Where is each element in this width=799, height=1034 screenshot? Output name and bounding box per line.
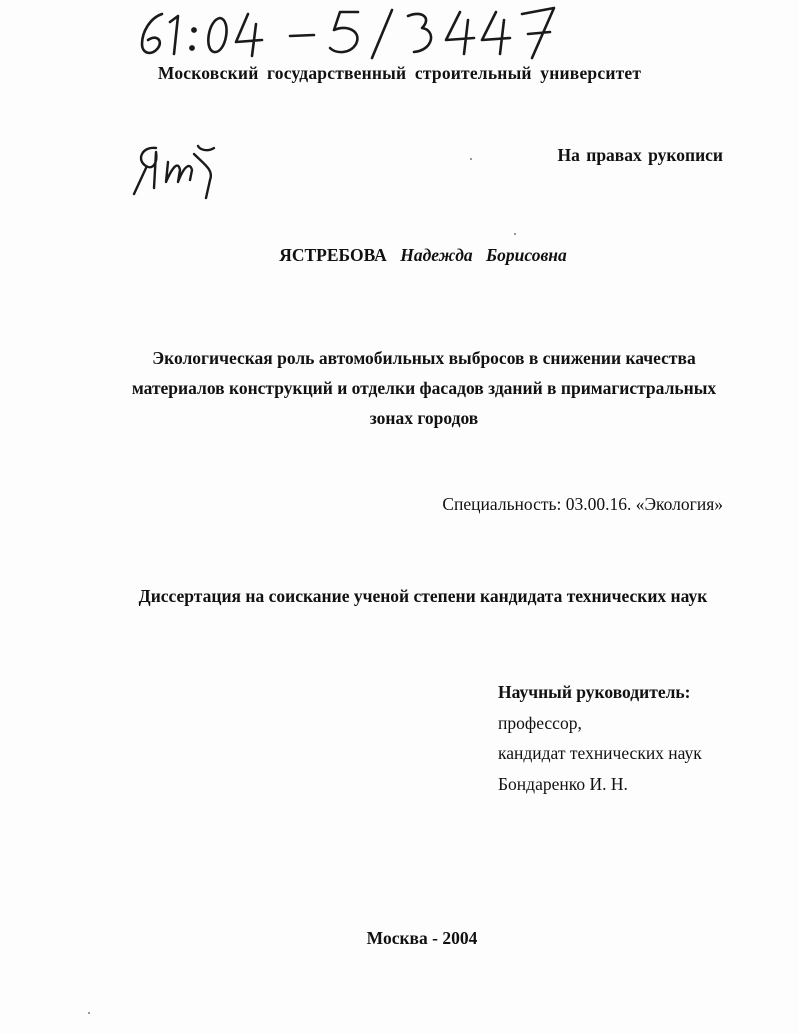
advisor-block (498, 677, 702, 799)
degree-statement: Диссертация на соискание ученой степени кандидата технических наук (138, 586, 708, 606)
thesis-title-line: материалов конструкций и отделки фасадов зданий в примагистральных (131, 378, 717, 398)
specialty: Специальность: 03.00.16. «Экология» (442, 494, 723, 514)
handwritten-archive-number (130, 2, 570, 64)
advisor-line: кандидат технических наук (498, 743, 702, 763)
advisor-line: профессор, (498, 712, 582, 733)
thesis-title-line: зонах городов (369, 408, 479, 428)
author-name (0, 245, 799, 266)
advisor-line: Бондаренко И. Н. (498, 773, 628, 794)
city-year: Москва - 2004 (366, 928, 478, 948)
advisor-heading: Научный руководитель: (498, 682, 691, 702)
rights-note: На правах рукописи (557, 145, 723, 165)
author-surname: ЯСТРЕБОВА (279, 245, 387, 265)
author-given-names: Надежда Борисовна (400, 245, 567, 265)
scan-speck (88, 1012, 90, 1014)
thesis-title (100, 343, 748, 433)
university-name: Московский государственный строительный университет (157, 63, 642, 83)
thesis-title-line: Экологическая роль автомобильных выбросов в снижении качества (152, 348, 696, 368)
scan-speck (470, 158, 472, 160)
scan-speck (514, 233, 516, 235)
handwritten-initials (128, 140, 228, 204)
